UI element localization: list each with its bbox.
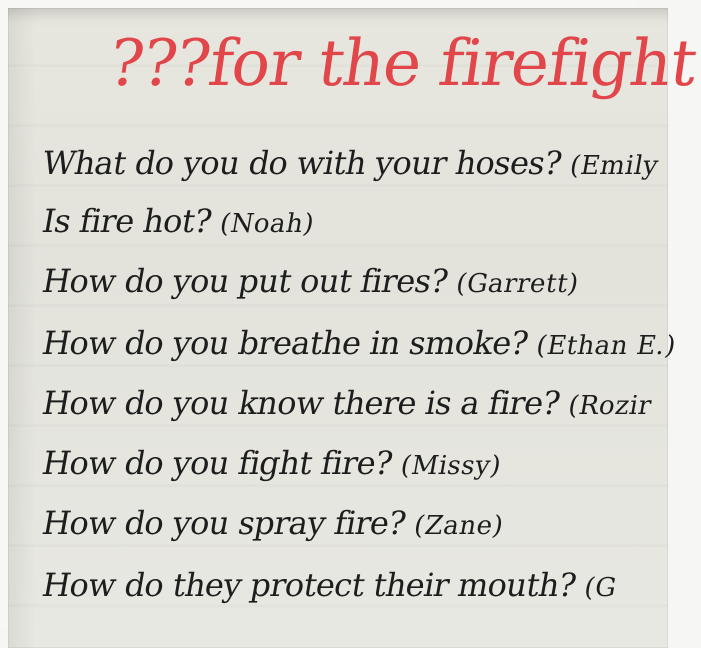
question-author-8: (G	[581, 573, 620, 603]
question-author-1: (Emily	[567, 151, 661, 181]
chart-paper	[8, 8, 701, 648]
question-text-3: How do you put out fires?	[39, 262, 451, 300]
question-text-1: What do you do with your hoses?	[39, 144, 565, 182]
question-text-7: How do you spray fire?	[39, 504, 409, 542]
question-line-1	[39, 144, 662, 182]
question-text-5: How do you know there is a fire?	[39, 384, 563, 422]
question-author-6: (Missy)	[398, 451, 504, 481]
question-line-6	[39, 444, 505, 482]
question-line-4	[39, 324, 679, 362]
question-text-6: How do you fight fire?	[39, 444, 396, 482]
question-text-2: Is fire hot?	[39, 202, 215, 240]
title-text: ???for the firefight	[104, 27, 701, 101]
question-text-8: How do they protect their mouth?	[39, 566, 579, 604]
question-line-8	[39, 566, 620, 604]
question-author-2: (Noah)	[217, 209, 317, 239]
question-line-3	[39, 262, 582, 300]
question-author-3: (Garrett)	[453, 269, 582, 299]
question-author-7: (Zane)	[411, 511, 506, 541]
question-text-4: How do you breathe in smoke?	[39, 324, 531, 362]
question-line-7	[39, 504, 507, 542]
question-line-2	[39, 202, 318, 240]
question-line-5	[39, 384, 655, 422]
question-author-5: (Rozir	[565, 391, 654, 421]
question-author-4: (Ethan E.)	[533, 331, 679, 361]
